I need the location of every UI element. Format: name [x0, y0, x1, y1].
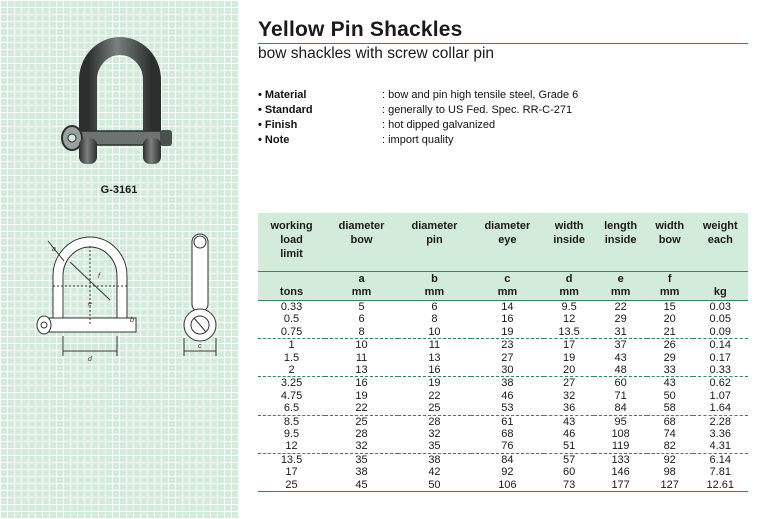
table-row — [258, 390, 748, 402]
col-header-line: diameter — [338, 220, 385, 232]
cell-pin-diameter: 16 — [398, 364, 471, 377]
spec-label: • Material — [258, 89, 307, 101]
col-header-wll — [258, 213, 325, 272]
spec-row-note — [258, 133, 748, 148]
cell-inside-width: 32 — [562, 389, 576, 402]
col-unit-bow-width — [647, 272, 693, 301]
table-row — [258, 440, 748, 453]
shackle-side-drawing — [174, 226, 230, 368]
cell-wll: 9.5 — [283, 428, 300, 441]
cell-inside-width: 36 — [544, 402, 595, 415]
cell-wll: 1 — [288, 339, 295, 352]
cell-eye-diameter: 92 — [501, 466, 514, 479]
cell-pin-diameter: 10 — [398, 326, 471, 339]
cell-wll: 1.5 — [283, 351, 300, 364]
cell-inside-length: 43 — [614, 351, 627, 364]
col-header-line: pin — [426, 234, 443, 246]
cell-bow-width: 98 — [663, 466, 676, 479]
cell-bow-diameter: 6 — [358, 313, 365, 326]
cell-wll: 4.75 — [280, 389, 303, 402]
cell-eye-diameter: 27 — [501, 351, 514, 364]
col-header-line: limit — [280, 248, 303, 260]
col-unit-wll — [258, 272, 325, 301]
col-letter: c — [504, 273, 511, 285]
cell-inside-width: 27 — [562, 377, 576, 390]
cell-inside-width: 43 — [562, 415, 576, 428]
col-unit-inside-width — [544, 272, 595, 301]
cell-eye-diameter: 68 — [501, 428, 514, 441]
cell-weight: 4.31 — [693, 440, 748, 453]
spec-label: • Standard — [258, 104, 313, 116]
cell-pin-diameter: 6 — [431, 301, 438, 313]
cell-eye-diameter: 14 — [501, 301, 514, 313]
cell-bow-width: 33 — [647, 364, 693, 377]
table-row — [258, 466, 748, 478]
cell-weight: 0.14 — [709, 339, 731, 352]
cell-inside-length: 177 — [594, 479, 646, 492]
cell-weight: 7.81 — [709, 466, 731, 479]
col-header-inside-width — [544, 213, 595, 272]
col-letter: f — [667, 273, 672, 285]
cell-bow-width: 127 — [647, 479, 693, 492]
cell-bow-width: 26 — [663, 339, 676, 352]
col-header-line: inside — [604, 234, 637, 246]
cell-inside-width: 73 — [544, 479, 595, 492]
cell-pin-diameter: 22 — [428, 389, 441, 402]
table-row — [258, 326, 748, 339]
cell-pin-diameter: 19 — [428, 377, 441, 390]
table-row — [258, 377, 748, 390]
cell-bow-diameter: 10 — [355, 339, 368, 352]
cell-inside-length: 119 — [594, 440, 646, 453]
cell-inside-width: 60 — [562, 466, 576, 479]
col-header-line: diameter — [411, 220, 458, 232]
spec-row-standard — [258, 103, 748, 118]
cell-wll: 0.5 — [283, 313, 300, 326]
cell-bow-diameter: 13 — [325, 364, 398, 377]
table-row — [258, 352, 748, 364]
spec-label: • Note — [258, 134, 290, 146]
cell-wll: 25 — [258, 479, 325, 492]
cell-inside-width: 12 — [562, 313, 576, 326]
spec-value: : import quality — [382, 134, 454, 146]
col-header-pin-diameter — [398, 213, 471, 272]
cell-bow-width: 20 — [663, 313, 676, 326]
cell-inside-length: 29 — [614, 313, 627, 326]
col-header-bow-width — [647, 213, 693, 272]
page-subtitle: bow shackles with screw collar pin — [258, 45, 495, 62]
cell-inside-width: 51 — [544, 440, 595, 453]
cell-bow-width: 29 — [663, 351, 676, 364]
dimensions-table — [258, 213, 748, 492]
col-letter — [693, 273, 748, 286]
col-header-inside-length — [594, 213, 646, 272]
cell-inside-length: 60 — [614, 377, 627, 390]
cell-bow-diameter: 28 — [355, 428, 368, 441]
cell-wll: 13.5 — [280, 453, 303, 466]
table-row — [258, 402, 748, 415]
col-unit-inside-length — [594, 272, 646, 301]
cell-inside-width: 46 — [562, 428, 576, 441]
cell-eye-diameter: 30 — [471, 364, 544, 377]
sidebar-panel — [0, 0, 238, 519]
cell-weight: 12.61 — [693, 479, 748, 492]
shackle-photo — [50, 18, 190, 178]
cell-eye-diameter: 76 — [471, 440, 544, 453]
cell-inside-length: 37 — [614, 339, 627, 352]
cell-bow-width: 58 — [647, 402, 693, 415]
cell-eye-diameter: 106 — [471, 479, 544, 492]
dim-label-c: c — [198, 343, 202, 350]
cell-weight: 3.36 — [709, 428, 731, 441]
cell-pin-diameter: 13 — [428, 351, 441, 364]
col-unit: tons — [279, 286, 304, 298]
cell-weight: 1.64 — [693, 402, 748, 415]
cell-bow-width: 74 — [663, 428, 676, 441]
table-body — [258, 301, 748, 492]
cell-weight: 0.09 — [693, 326, 748, 339]
cell-bow-diameter: 25 — [355, 415, 368, 428]
cell-wll: 0.33 — [280, 301, 303, 313]
cell-inside-width: 57 — [562, 453, 576, 466]
cell-weight: 0.62 — [709, 377, 731, 390]
col-unit-pin-diameter — [398, 272, 471, 301]
col-letter: d — [565, 273, 573, 285]
spec-row-finish — [258, 118, 748, 133]
table-header-units — [258, 272, 748, 301]
cell-bow-diameter: 5 — [358, 301, 365, 313]
col-unit: mm — [424, 286, 445, 298]
cell-eye-diameter: 53 — [471, 402, 544, 415]
cell-bow-width: 68 — [663, 415, 676, 428]
col-header-line: weight — [702, 220, 738, 232]
cell-weight: 0.17 — [709, 351, 731, 364]
col-header-line: width — [554, 220, 584, 232]
spec-value: : hot dipped galvanized — [382, 119, 496, 131]
col-header-line: inside — [553, 234, 585, 246]
col-header-line: length — [604, 220, 638, 232]
col-header-eye-diameter — [471, 213, 544, 272]
cell-weight: 1.07 — [709, 389, 731, 402]
cell-bow-width: 15 — [663, 301, 676, 313]
cell-pin-diameter: 42 — [428, 466, 441, 479]
col-header-line: width — [655, 220, 685, 232]
table-row — [258, 364, 748, 377]
cell-bow-diameter: 19 — [355, 389, 368, 402]
cell-weight: 2.28 — [709, 415, 731, 428]
cell-weight: 0.05 — [709, 313, 731, 326]
table-row — [258, 479, 748, 492]
dim-label-d: d — [88, 356, 92, 363]
cell-pin-diameter: 8 — [431, 313, 438, 326]
table-row — [258, 415, 748, 428]
col-header-bow-diameter — [325, 213, 398, 272]
product-code: G-3161 — [100, 184, 138, 196]
col-unit: mm — [610, 286, 631, 298]
cell-weight: 0.03 — [709, 301, 731, 313]
cell-pin-diameter: 35 — [398, 440, 471, 453]
cell-eye-diameter: 46 — [501, 389, 514, 402]
cell-wll: 2 — [258, 364, 325, 377]
cell-bow-diameter: 16 — [355, 377, 368, 390]
cell-inside-width: 19 — [562, 351, 576, 364]
col-header-line: bow — [350, 234, 373, 246]
spec-label: • Finish — [258, 119, 298, 131]
cell-pin-diameter: 11 — [428, 339, 441, 352]
cell-inside-length: 146 — [611, 466, 630, 479]
page-title: Yellow Pin Shackles — [258, 18, 463, 41]
cell-inside-length: 84 — [594, 402, 646, 415]
table-row — [258, 313, 748, 325]
cell-eye-diameter: 61 — [501, 415, 514, 428]
cell-bow-width: 43 — [663, 377, 676, 390]
col-header-line: bow — [658, 234, 681, 246]
cell-bow-diameter: 45 — [325, 479, 398, 492]
cell-bow-diameter: 35 — [355, 453, 368, 466]
cell-weight: 0.33 — [693, 364, 748, 377]
table-row — [258, 453, 748, 466]
cell-inside-width: 20 — [544, 364, 595, 377]
cell-inside-length: 133 — [611, 453, 630, 466]
cell-bow-diameter: 8 — [325, 326, 398, 339]
col-letter: e — [617, 273, 624, 285]
cell-pin-diameter: 38 — [428, 453, 441, 466]
col-header-weight — [693, 213, 748, 272]
cell-wll: 8.5 — [283, 415, 300, 428]
cell-inside-length: 31 — [594, 326, 646, 339]
cell-inside-width: 17 — [562, 339, 576, 352]
spec-value: : generally to US Fed. Spec. RR-C-271 — [382, 104, 573, 116]
shackle-front-drawing — [28, 226, 148, 368]
col-unit-bow-diameter — [325, 272, 398, 301]
cell-inside-length: 48 — [594, 364, 646, 377]
col-header-line: each — [707, 234, 733, 246]
cell-wll: 0.75 — [258, 326, 325, 339]
dim-label-b: b — [130, 317, 134, 324]
col-header-line: working — [270, 220, 313, 232]
cell-eye-diameter: 38 — [501, 377, 514, 390]
cell-wll: 12 — [258, 440, 325, 453]
cell-inside-length: 71 — [614, 389, 627, 402]
cell-eye-diameter: 16 — [501, 313, 514, 326]
cell-wll: 3.25 — [280, 377, 303, 390]
dim-label-a: a — [52, 246, 56, 253]
col-unit: mm — [659, 286, 680, 298]
title-divider — [258, 43, 748, 44]
table-row — [258, 301, 748, 314]
dim-label-e: e — [88, 301, 92, 308]
cell-bow-diameter: 11 — [355, 351, 368, 364]
cell-wll: 17 — [285, 466, 298, 479]
cell-wll: 6.5 — [258, 402, 325, 415]
dimensions-table-wrap — [258, 213, 748, 492]
cell-bow-diameter: 32 — [325, 440, 398, 453]
spec-value: : bow and pin high tensile steel, Grade 6 — [382, 89, 579, 101]
cell-bow-diameter: 22 — [325, 402, 398, 415]
cell-inside-length: 108 — [611, 428, 630, 441]
cell-eye-diameter: 84 — [501, 453, 514, 466]
col-unit-eye-diameter — [471, 272, 544, 301]
col-letter: a — [358, 273, 365, 285]
col-unit: mm — [351, 286, 372, 298]
col-letter — [258, 273, 325, 286]
cell-pin-diameter: 28 — [428, 415, 441, 428]
table-header-names — [258, 213, 748, 272]
col-header-line: load — [280, 234, 303, 246]
cell-bow-width: 82 — [647, 440, 693, 453]
cell-pin-diameter: 50 — [398, 479, 471, 492]
col-header-line: eye — [498, 234, 517, 246]
col-unit: mm — [559, 286, 579, 298]
spec-list — [258, 88, 748, 148]
cell-inside-length: 95 — [614, 415, 627, 428]
col-letter: b — [431, 273, 438, 285]
col-unit-weight — [693, 272, 748, 301]
cell-inside-width: 9.5 — [561, 301, 577, 313]
cell-inside-width: 13.5 — [544, 326, 595, 339]
cell-eye-diameter: 23 — [501, 339, 514, 352]
cell-bow-width: 21 — [647, 326, 693, 339]
table-row — [258, 428, 748, 440]
spec-row-material — [258, 88, 748, 103]
col-unit: kg — [713, 286, 727, 298]
table-row — [258, 339, 748, 352]
cell-weight: 6.14 — [709, 453, 731, 466]
dim-label-f: f — [98, 273, 100, 280]
col-header-line: diameter — [484, 220, 531, 232]
cell-bow-width: 92 — [663, 453, 676, 466]
cell-bow-width: 50 — [663, 389, 676, 402]
cell-eye-diameter: 19 — [471, 326, 544, 339]
col-unit: mm — [497, 286, 518, 298]
cell-bow-diameter: 38 — [355, 466, 368, 479]
cell-pin-diameter: 25 — [398, 402, 471, 415]
cell-inside-length: 22 — [614, 301, 627, 313]
cell-pin-diameter: 32 — [428, 428, 441, 441]
